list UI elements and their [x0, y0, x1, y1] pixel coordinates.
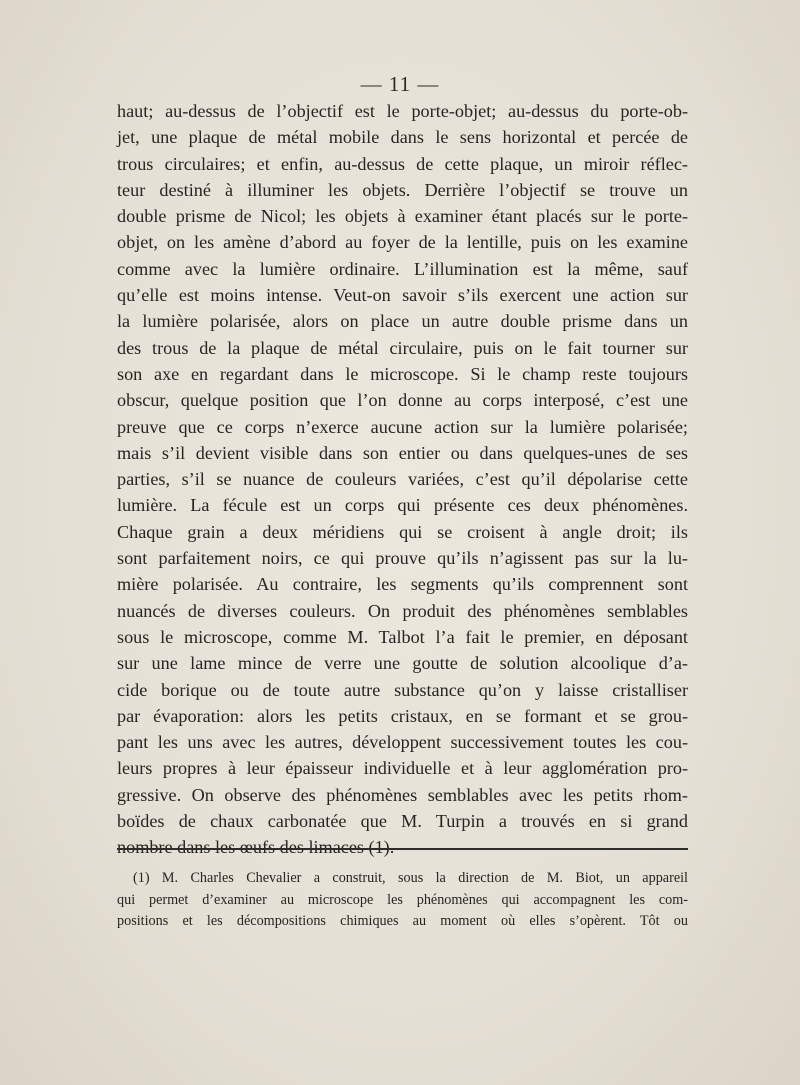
text-line: Chaque grain a deux méridiens qui se croisent à angle droit; ils: [117, 521, 688, 542]
text-line: cide borique ou de toute autre substance qu’on y laisse cristalliser: [117, 679, 688, 700]
text-line: leurs propres à leur épaisseur individuelle et à leur agglomération pro-: [117, 758, 688, 779]
text-line: qu’elle est moins intense. Veut-on savoir s’ils exercent une action sur: [117, 285, 688, 306]
text-line: haut; au-dessus de l’objectif est le porte-objet; au-dessus du porte-ob-: [117, 101, 688, 121]
footnote-line: positions et les décompositions chimiques au moment où elles s’opèrent. Tôt ou: [117, 913, 688, 929]
text-line: gressive. On observe des phénomènes semblables avec les petits rhom-: [117, 784, 688, 805]
text-line: mière polarisée. Au contraire, les segments qu’ils comprennent sont: [117, 574, 688, 595]
text-line: preuve que ce corps n’exerce aucune action sur la lumière polarisée;: [117, 416, 688, 437]
text-line: jet, une plaque de métal mobile dans le sens horizontal et percée de: [117, 127, 688, 148]
text-line: sous le microscope, comme M. Talbot l’a fait le premier, en déposant: [117, 626, 688, 647]
text-line: par évaporation: alors les petits cristaux, en se formant et se grou-: [117, 705, 688, 726]
text-line: lumière. La fécule est un corps qui présente ces deux phénomènes.: [117, 495, 688, 516]
text-line: comme avec la lumière ordinaire. L’illumination est la même, sauf: [117, 258, 688, 279]
text-line: obscur, quelque position que l’on donne au corps interposé, c’est une: [117, 390, 688, 411]
text-line: des trous de la plaque de métal circulaire, puis on le fait tourner sur: [117, 337, 688, 358]
footnote-rule: [117, 848, 688, 850]
page-number: — 11 —: [360, 72, 440, 96]
text-line: la lumière polarisée, alors on place un autre double prisme dans un: [117, 311, 688, 332]
text-line: sur une lame mince de verre une goutte de solution alcoolique d’a-: [117, 653, 688, 674]
text-line: son axe en regardant dans le microscope. Si le champ reste toujours: [117, 363, 688, 384]
text-line: nuancés de diverses couleurs. On produit des phénomènes semblables: [117, 600, 688, 621]
text-line: boïdes de chaux carbonatée que M. Turpin a trouvés en si grand: [117, 811, 688, 832]
text-line: objet, on les amène d’abord au foyer de la lentille, puis on les examine: [117, 232, 688, 253]
body-text: [117, 98, 688, 861]
text-line: nombre dans les œufs des limaces (1).: [117, 837, 395, 858]
text-line: double prisme de Nicol; les objets à examiner étant placés sur le porte-: [117, 206, 688, 227]
text-line: sont parfaitement noirs, ce qui prouve qu’ils n’agissent pas sur la lu-: [117, 548, 688, 569]
text-line: mais s’il devient visible dans son entier ou dans quelques-unes de ses: [117, 442, 688, 463]
footnote: [117, 868, 688, 933]
text-line: trous circulaires; et enfin, au-dessus de cette plaque, un miroir réflec-: [117, 153, 688, 174]
text-line: parties, s’il se nuance de couleurs variées, c’est qu’il dépolarise cette: [117, 469, 688, 490]
text-line: pant les uns avec les autres, développent successivement toutes les cou-: [117, 732, 688, 753]
text-line: teur destiné à illuminer les objets. Derrière l’objectif se trouve un: [117, 179, 688, 200]
footnote-line: (1) M. Charles Chevalier a construit, sous la direction de M. Biot, un appareil: [133, 870, 688, 886]
footnote-line: qui permet d’examiner au microscope les phénomènes qui accompagnent les com-: [117, 891, 688, 908]
